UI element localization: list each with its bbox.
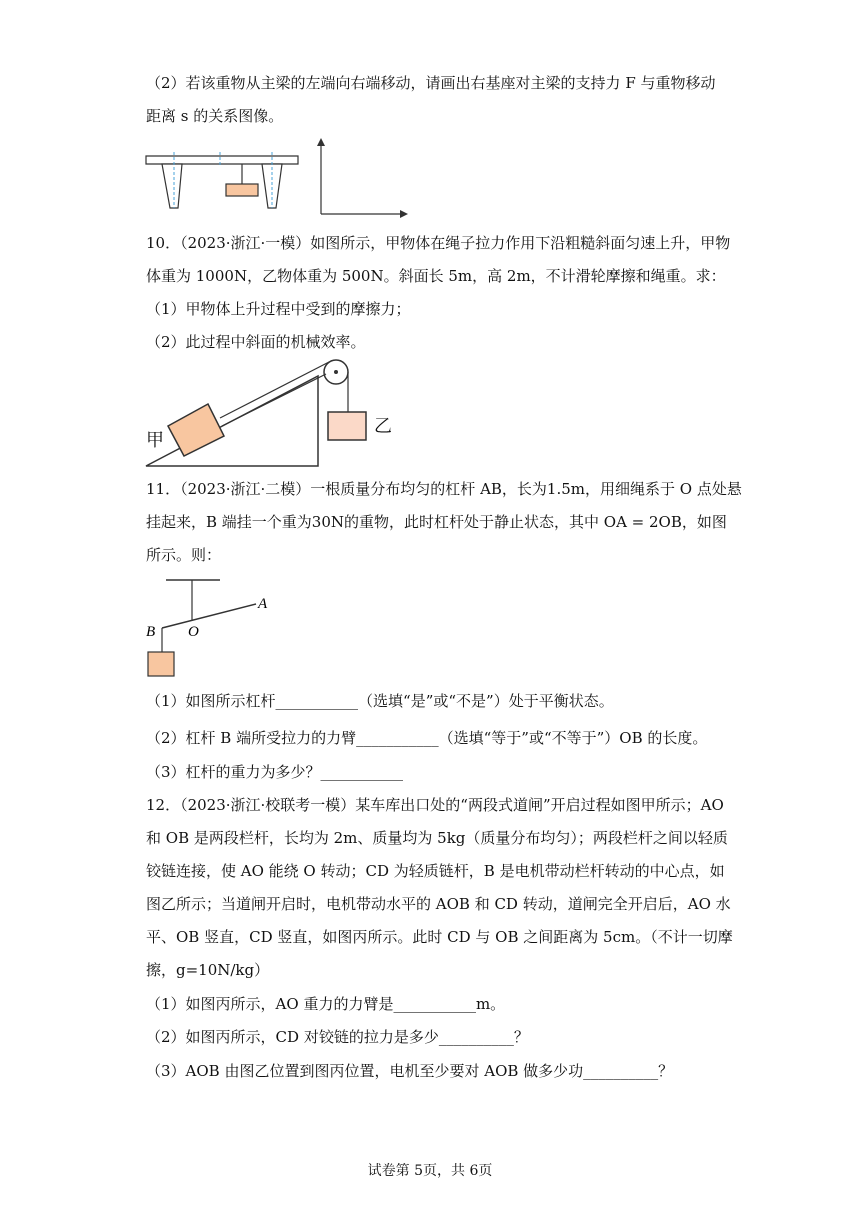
label-jia: 甲 — [146, 430, 164, 450]
beam-figure — [140, 136, 420, 220]
q12-stem-line5: 平、OB 竖直，CD 竖直，如图丙所示。此时 CD 与 OB 之间距离为 5cm。（不计一切摩 — [146, 928, 733, 946]
q10-stem-line2: 体重为 1000N，乙物体重为 500N。斜面长 5m，高 2m，不计滑轮摩擦和绳重。求： — [146, 267, 726, 285]
q9-part2-line2: 距离 s 的关系图像。 — [146, 107, 284, 125]
lever-ab — [162, 604, 256, 628]
page-footer: 试卷第 5页，共 6页 — [367, 1163, 493, 1179]
q12-stem-line1: 12．（2023·浙江·校联考一模）某车库出口处的“两段式道闸”开启过程如图甲所示；AO — [146, 796, 724, 814]
q11-stem-line2: 挂起来，B 端挂一个重为30N的重物，此时杠杆处于静止状态，其中 OA = 2OB，如图 — [146, 513, 727, 531]
label-a: A — [258, 596, 268, 612]
main-beam — [146, 156, 298, 164]
q10-stem-line1: 10．（2023·浙江·一模）如图所示，甲物体在绳子拉力作用下沿粗糙斜面匀速上升，甲物 — [146, 234, 731, 252]
q11-stem-line3: 所示。则： — [146, 546, 222, 564]
lever-figure — [140, 572, 280, 682]
left-base — [162, 164, 182, 208]
right-base — [262, 164, 282, 208]
q10-part1: （1）甲物体上升过程中受到的摩擦力； — [146, 300, 411, 318]
q11-part2: （2）杠杆 B 端所受拉力的力臂___________（选填“等于”或“不等于”）OB 的长度。 — [146, 729, 708, 747]
incline-figure — [140, 356, 410, 470]
q10-part2: （2）此过程中斜面的机械效率。 — [146, 333, 366, 351]
q12-stem-line2: 和 OB 是两段栏杆，长均为 2m、质量均为 5kg（质量分布均匀）；两段栏杆之间以轻质 — [146, 829, 728, 847]
label-o: O — [188, 624, 199, 640]
label-yi: 乙 — [374, 416, 392, 436]
block-yi — [328, 412, 366, 440]
q11-part3: （3）杠杆的重力为多少？___________ — [146, 763, 404, 781]
q11-part1: （1）如图所示杠杆___________（选填“是”或“不是”）处于平衡状态。 — [146, 692, 614, 710]
q12-part3: （3）AOB 由图乙位置到图丙位置，电机至少要对 AOB 做多少功__________？ — [146, 1062, 674, 1080]
q12-part1: （1）如图丙所示，AO 重力的力臂是___________m。 — [146, 995, 506, 1013]
q12-stem-line6: 擦，g=10N/kg） — [146, 961, 270, 979]
hanging-weight — [148, 652, 174, 676]
q9-part2-line1: （2）若该重物从主梁的左端向右端移动，请画出右基座对主梁的支持力 F 与重物移动 — [146, 74, 716, 92]
q12-part2: （2）如图丙所示，CD 对铰链的拉力是多少__________？ — [146, 1028, 529, 1046]
q12-stem-line4: 图乙所示；当道闸开启时，电机带动水平的 AOB 和 CD 转动，道闸完全开启后，AO 水 — [146, 895, 731, 913]
label-b: B — [146, 624, 156, 640]
heavy-weight — [226, 184, 258, 196]
q12-stem-line3: 铰链连接，使 AO 能绕 O 转动；CD 为轻质链杆，B 是电机带动栏杆转动的中心点，如 — [146, 862, 725, 880]
q11-stem-line1: 11．（2023·浙江·二模）一根质量分布均匀的杠杆 AB，长为1.5m，用细绳系于 O 点处悬 — [146, 480, 742, 498]
